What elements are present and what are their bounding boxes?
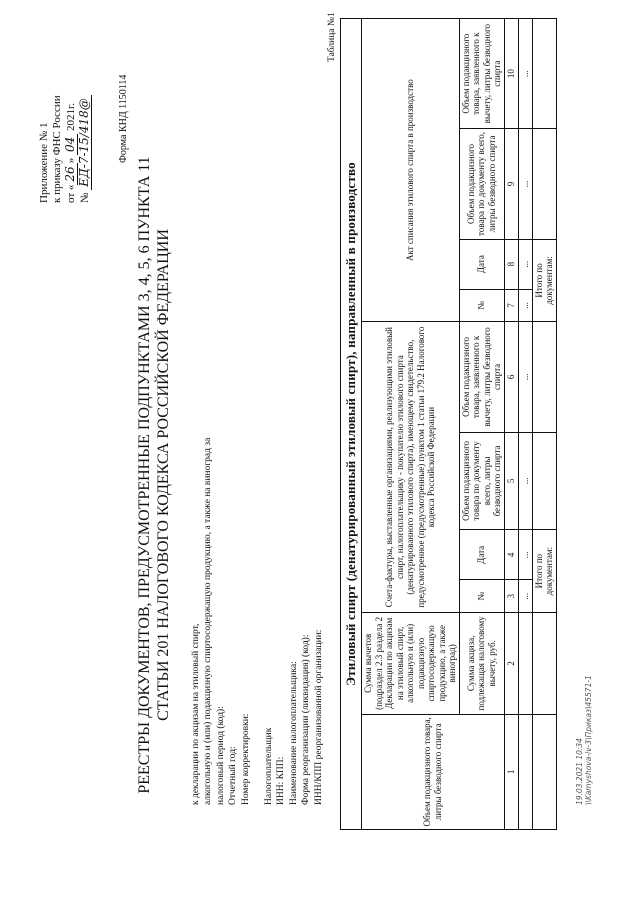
invoice-total-doc-volume <box>532 432 556 530</box>
col-index: 5 <box>504 432 518 530</box>
taxpayer-name: Наименование налогоплательщика: <box>288 661 299 805</box>
col-invoice-claimed-volume: Объем подакцизного товара, заявленного к вычету, литры безводного спирта <box>459 322 504 432</box>
correction-number: Номер корректировки: <box>240 713 251 805</box>
data-cell: ... <box>518 580 532 613</box>
print-stamp <box>575 675 593 805</box>
number-label: № <box>79 192 91 203</box>
invoice-total-claimed-volume <box>532 322 556 432</box>
appendix-date-line <box>64 95 78 203</box>
data-cell: ... <box>518 289 532 322</box>
inn-kpp: ИНН: КПП: <box>276 756 287 805</box>
column-index-row <box>504 19 518 830</box>
col-volume-alcohol: Объем подакцизного товара, литры безводного спирта <box>362 714 505 829</box>
act-total-doc-volume <box>532 129 556 239</box>
date-prefix: от « <box>65 184 77 203</box>
col-index: 8 <box>504 239 518 289</box>
taxpayer-label: Налогоплательщик <box>264 727 275 805</box>
data-cell: ... <box>518 432 532 530</box>
report-year: Отчетный год: <box>228 746 239 805</box>
deduction-header: Сумма вычетов (подраздел 2.3 раздела 2 Декларации по акцизам на этиловый спирт, алкогольную и (или) подакцизную спиртосодержащую продукцию, а также виноград) <box>362 612 460 714</box>
col-act-doc-volume: Объем подакцизного товара по документу всего, литры безводного спирта <box>459 129 504 239</box>
page-title: РЕЕСТРЫ ДОКУМЕНТОВ, ПРЕДУСМОТРЕННЫЕ ПОДПУНКТАМИ 3, 4, 5, 6 ПУНКТА 11 СТАТЬИ 201 НАЛОГОВОГО КОДЕКСА РОССИЙСКОЙ ФЕДЕРАЦИИ <box>136 156 172 794</box>
col-excise-sum: Сумма акциза, подлежащая налоговому вычету, руб. <box>459 612 504 714</box>
decl-line-2: алкогольную и (или) подакцизную спиртосодержащую продукцию, а также на виноград за <box>203 437 214 805</box>
totals-row <box>532 19 556 830</box>
col-act-date: Дата <box>459 239 504 289</box>
reorg-form: Форма реорганизации (ликвидация) (код): <box>301 634 312 805</box>
data-cell <box>532 714 556 829</box>
data-cell: ... <box>518 322 532 432</box>
reorg-inn-kpp: ИНН/КПП реорганизованной организации: <box>313 629 324 805</box>
date-quote: » <box>65 157 77 164</box>
col-index: 4 <box>504 530 518 580</box>
date-year: 2021г. <box>65 102 77 132</box>
act-header: Акт списания этилового спирта в производство <box>362 19 460 322</box>
col-invoice-doc-volume: Объем подакцизного товара по документу всего, литры безводного спирта <box>459 432 504 530</box>
data-cell: ... <box>518 530 532 580</box>
col-index: 6 <box>504 322 518 432</box>
data-cell: ... <box>518 19 532 129</box>
col-index: 10 <box>504 19 518 129</box>
col-index: 3 <box>504 580 518 613</box>
col-act-claimed-volume: Объем подакцизного товара, заявленного к вычету, литры безводного спирта <box>459 19 504 129</box>
invoice-total-label: Итого по документам: <box>532 530 556 613</box>
data-cell: ... <box>518 129 532 239</box>
col-invoice-date: Дата <box>459 530 504 580</box>
col-index: 1 <box>504 714 518 829</box>
invoice-header: Счета-фактуры, выставленные организациями, реализующими этиловый спирт, налогоплательщику - покупателю этилового спирта (денатурированного этилового спирта), имеющему свидетельство, предусмотренное (предусмотренные) пунктом 1 статьи 179.2 Налогового кодекса Российской Федерации <box>362 322 460 613</box>
table-row <box>518 19 532 830</box>
col-invoice-num: № <box>459 580 504 613</box>
appendix-line-1: Приложение № 1 <box>38 122 50 203</box>
appendix-line-2: к приказу ФНС России <box>51 95 63 203</box>
data-cell <box>518 714 532 829</box>
section-title: Этиловый спирт (денатурированный этиловый спирт), направленный в производство <box>341 19 362 830</box>
data-cell: ... <box>518 239 532 289</box>
order-number: ЕД-7-15/418@ <box>77 95 92 189</box>
declaration-meta <box>190 438 325 805</box>
stamp-date: 19.03.2021 10:34 <box>575 738 584 805</box>
appendix-block <box>38 95 92 203</box>
appendix-number-line <box>78 95 92 203</box>
date-day: 26 <box>63 163 78 184</box>
form-code: Форма КНД 1150114 <box>118 74 129 163</box>
col-act-num: № <box>459 289 504 322</box>
col-index: 7 <box>504 289 518 322</box>
col-index: 2 <box>504 612 518 714</box>
decl-line-3: налоговый период (код): <box>215 706 226 805</box>
date-month: 04 <box>63 134 78 155</box>
decl-line-1: к декларации по акцизам на этиловый спирт, <box>191 623 201 805</box>
act-total-claimed-volume <box>532 19 556 129</box>
stamp-path: \\Kamyshova-lv-3\Приказ\45571-1 <box>584 675 593 805</box>
table-label: Таблица №1 <box>327 12 337 62</box>
data-cell <box>532 612 556 714</box>
col-index: 9 <box>504 129 518 239</box>
act-total-label: Итого по документам: <box>532 239 556 322</box>
register-table <box>340 18 557 830</box>
data-cell <box>518 612 532 714</box>
